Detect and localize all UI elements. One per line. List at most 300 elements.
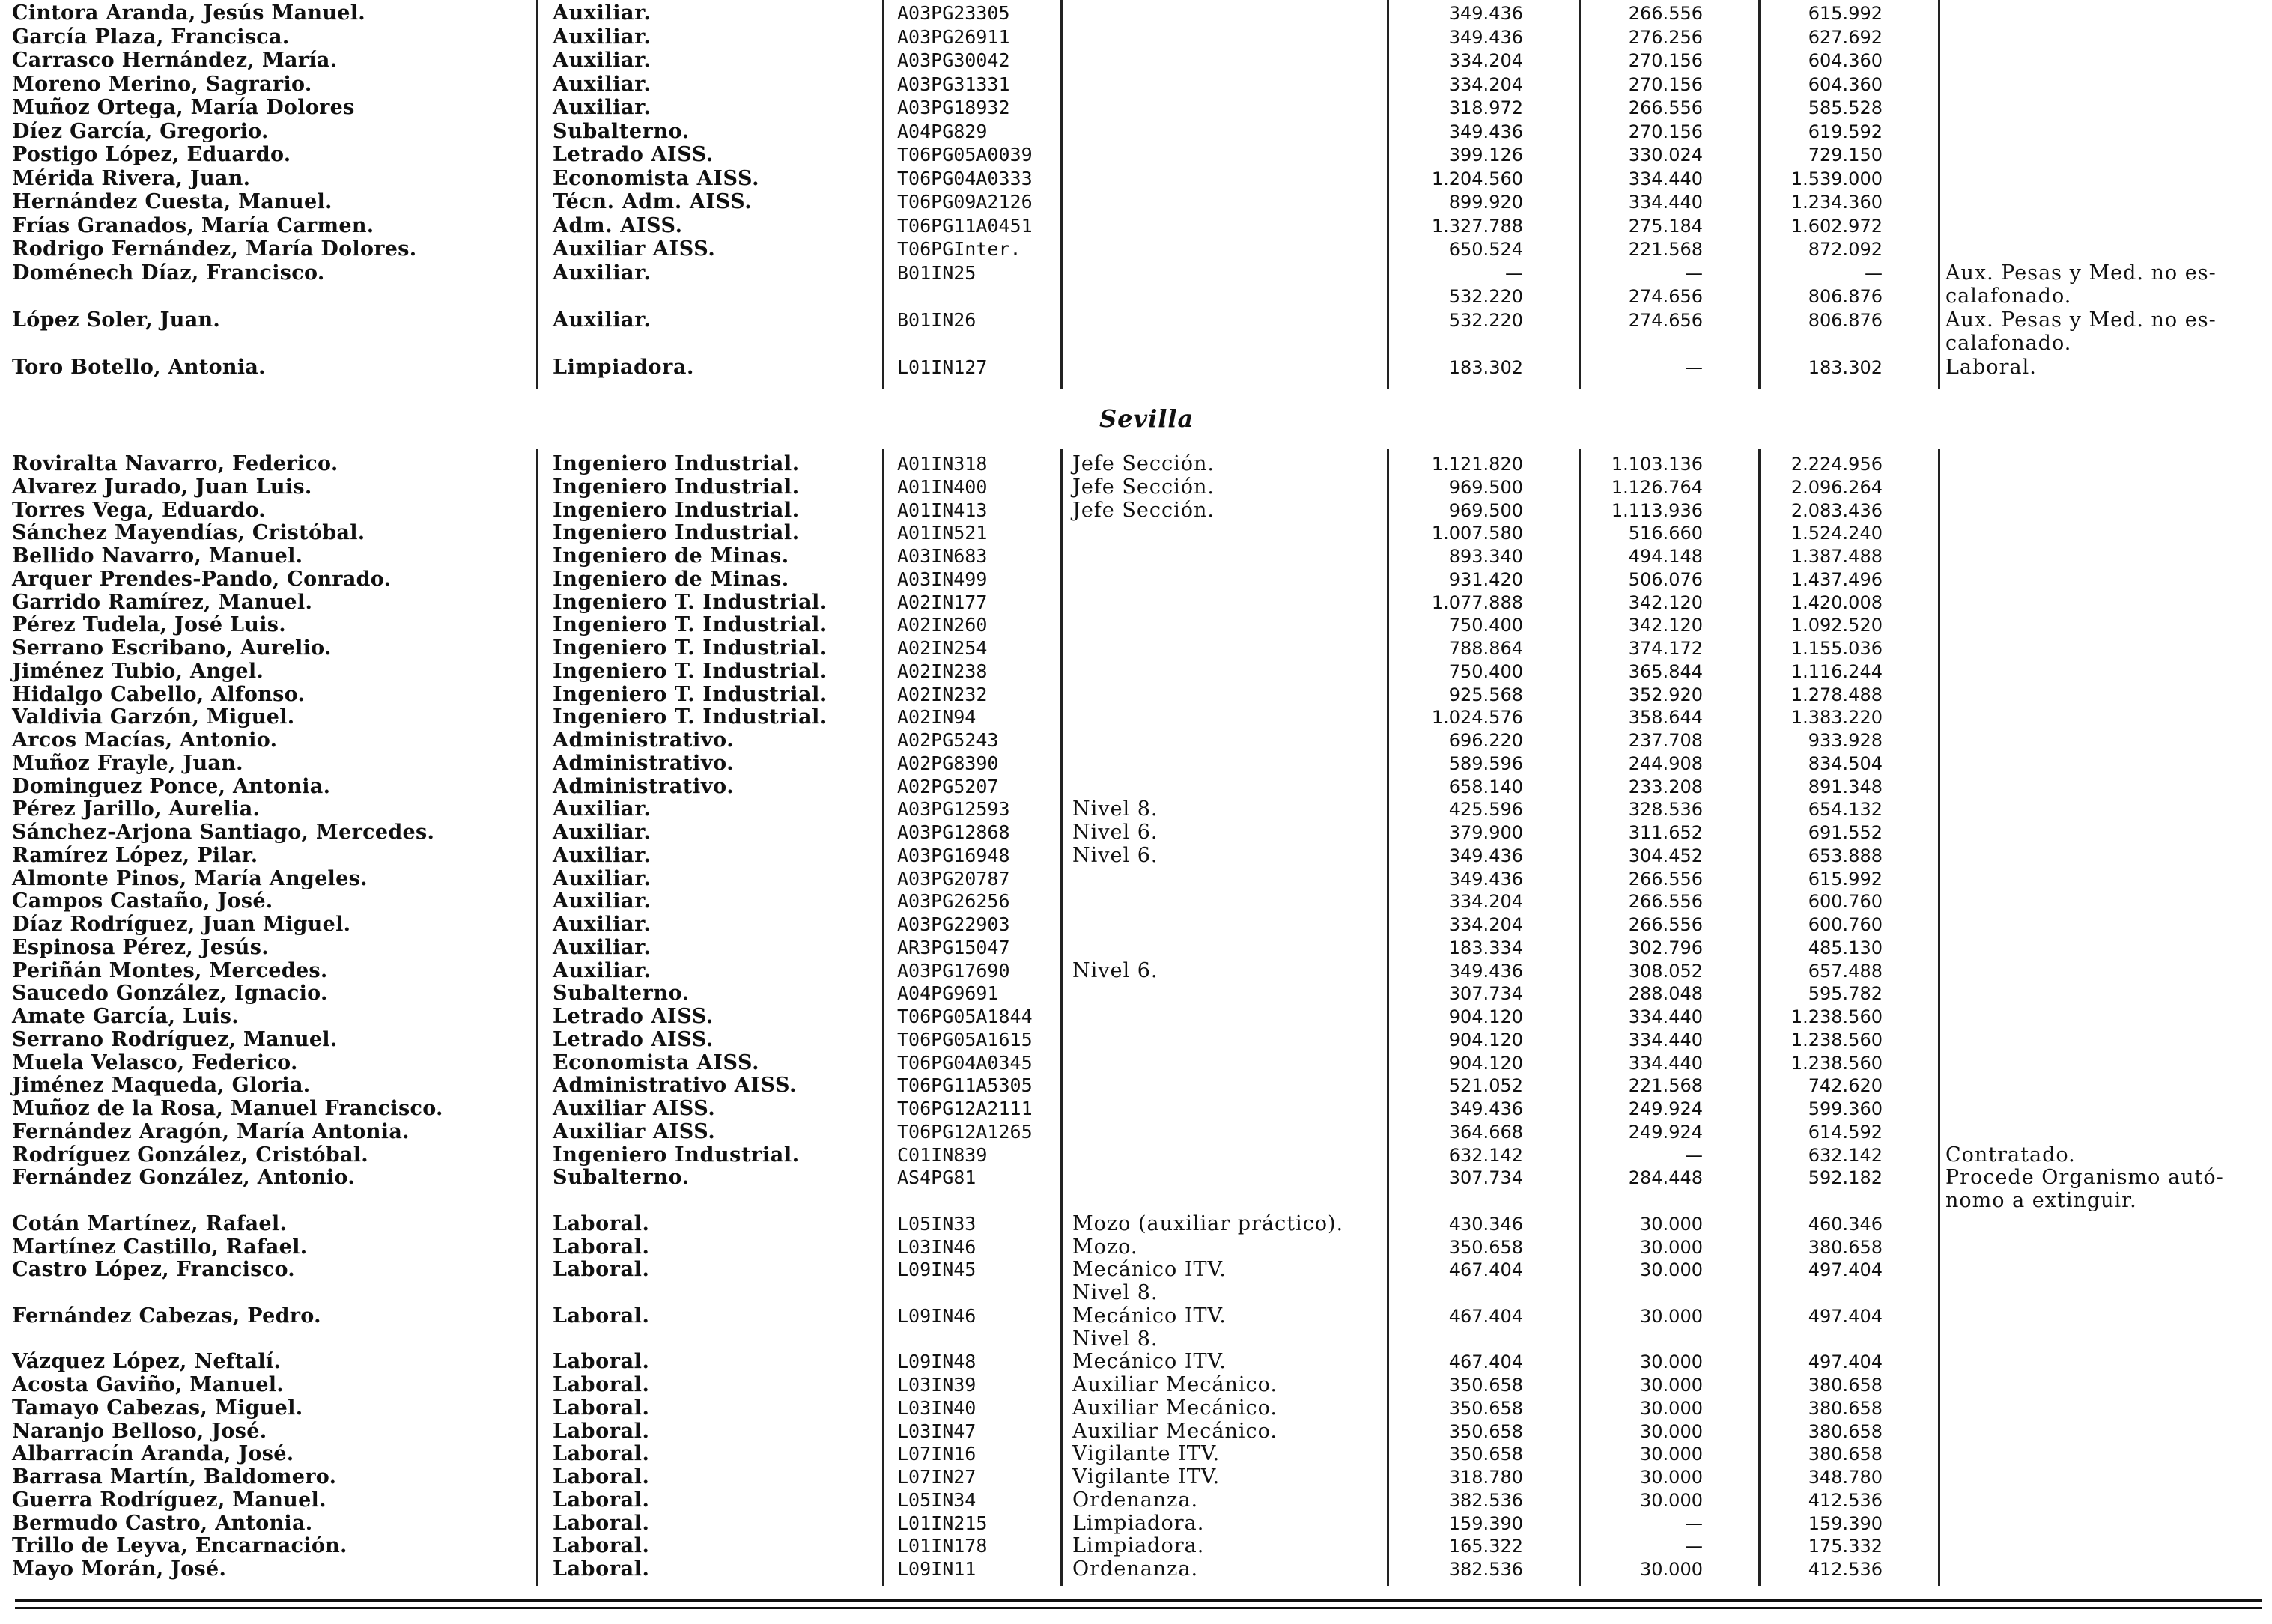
cell-n1: 750.400: [1448, 615, 1523, 636]
cell-obs: Procede Organismo autó-: [1946, 1166, 2224, 1190]
cell-n1: 899.920: [1448, 192, 1523, 213]
cell-name: Mérida Rivera, Juan.: [12, 166, 251, 190]
table-row: [0, 913, 2272, 937]
cell-cargo: Auxiliar Mecánico.: [1072, 1396, 1278, 1420]
cell-code: T06PG05A0039: [897, 144, 1033, 165]
cell-cat: Laboral.: [553, 1396, 650, 1420]
cell-n3: 348.780: [1808, 1467, 1883, 1488]
table-row: [0, 1557, 2272, 1581]
cell-n3: 380.658: [1808, 1236, 1883, 1258]
cell-n1: 349.436: [1448, 1098, 1523, 1119]
cell-cat: Ingeniero T. Industrial.: [553, 590, 827, 614]
cell-code: A02PG8390: [897, 752, 999, 774]
cell-n2: 330.024: [1628, 145, 1703, 165]
table-row: [0, 1281, 2272, 1305]
cell-name: Amate García, Luis.: [12, 1005, 240, 1028]
cell-n1: 467.404: [1448, 1259, 1523, 1281]
cell-n3: 380.658: [1808, 1420, 1883, 1442]
cell-n2: 30.000: [1640, 1236, 1703, 1258]
table-row: [0, 452, 2272, 476]
cell-cargo: Jefe Sección.: [1072, 475, 1215, 499]
cell-n2: 302.796: [1628, 937, 1703, 958]
cell-n3: 615.992: [1808, 3, 1883, 24]
cell-name: Guerra Rodríguez, Manuel.: [12, 1488, 326, 1512]
cell-name: Mayo Morán, José.: [12, 1557, 227, 1581]
cell-name: Cotán Martínez, Rafael.: [12, 1211, 288, 1235]
table-row: [0, 356, 2272, 380]
table-row: [0, 1373, 2272, 1397]
cell-name: Serrano Escribano, Aurelio.: [12, 636, 332, 660]
cell-cat: Letrado AISS.: [553, 1027, 714, 1051]
cell-n1: 350.658: [1448, 1236, 1523, 1258]
table-row: [0, 1328, 2272, 1351]
cell-n3: 604.360: [1808, 50, 1883, 71]
cell-n3: 175.332: [1808, 1536, 1883, 1557]
cell-cat: Laboral.: [553, 1488, 650, 1512]
cell-code: A03IN499: [897, 568, 988, 590]
cell-code: A01IN318: [897, 453, 988, 475]
cell-name: Torres Vega, Eduardo.: [12, 498, 266, 522]
bottom-double-rule-top: [15, 1599, 2262, 1602]
cell-n1: 318.972: [1448, 97, 1523, 118]
cell-n2: —: [1685, 1144, 1703, 1166]
cell-cargo: Nivel 8.: [1072, 1327, 1158, 1351]
cell-obs: Laboral.: [1946, 355, 2037, 379]
table-row: [0, 544, 2272, 568]
table-row: [0, 332, 2272, 356]
cell-n3: 1.524.240: [1790, 523, 1883, 544]
cell-n3: 933.928: [1808, 730, 1883, 751]
table-row: [0, 49, 2272, 73]
cell-n3: 1.238.560: [1790, 1006, 1883, 1027]
cell-n3: 159.390: [1808, 1512, 1883, 1534]
cell-n1: —: [1505, 262, 1523, 284]
table-row: [0, 521, 2272, 545]
cell-cat: Laboral.: [553, 1350, 650, 1374]
table-row: [0, 936, 2272, 960]
table-row: [0, 308, 2272, 332]
cell-code: A04PG9691: [897, 982, 999, 1005]
cell-n3: 872.092: [1808, 239, 1883, 260]
cell-n1: 334.204: [1448, 914, 1523, 935]
cell-n1: 183.334: [1448, 937, 1523, 958]
cell-name: Roviralta Navarro, Federico.: [12, 452, 338, 475]
table-row: [0, 568, 2272, 591]
cell-name: Cintora Aranda, Jesús Manuel.: [12, 1, 366, 25]
table-row: [0, 237, 2272, 261]
cell-n3: 691.552: [1808, 822, 1883, 843]
cell-cat: Laboral.: [553, 1557, 650, 1581]
cell-cat: Auxiliar.: [553, 889, 651, 913]
cell-n1: 788.864: [1448, 638, 1523, 659]
cell-cat: Auxiliar AISS.: [553, 1119, 716, 1143]
cell-n2: 266.556: [1628, 97, 1703, 118]
cell-cargo: Limpiadora.: [1072, 1511, 1205, 1535]
cell-name: Sánchez Mayendías, Cristóbal.: [12, 521, 365, 545]
cell-obs: Aux. Pesas y Med. no es-: [1946, 261, 2217, 285]
cell-n3: 585.528: [1808, 97, 1883, 118]
cell-n1: 925.568: [1448, 684, 1523, 705]
cell-code: L07IN27: [897, 1466, 976, 1488]
cell-cat: Ingeniero T. Industrial.: [553, 682, 827, 706]
cell-n2: —: [1685, 262, 1703, 284]
cell-name: Tamayo Cabezas, Miguel.: [12, 1396, 303, 1420]
cell-n2: 506.076: [1628, 568, 1703, 590]
cell-n2: 266.556: [1628, 3, 1703, 24]
cell-name: Jiménez Tubio, Angel.: [12, 659, 264, 683]
table-row: [0, 1005, 2272, 1029]
cell-code: A03PG26911: [897, 25, 1010, 48]
cell-cat: Ingeniero Industrial.: [553, 498, 800, 522]
cell-name: Trillo de Leyva, Encarnación.: [12, 1534, 347, 1558]
cell-n3: 497.404: [1808, 1259, 1883, 1281]
cell-n2: 270.156: [1628, 121, 1703, 142]
cell-code: A01IN521: [897, 522, 988, 544]
table-row: [0, 1512, 2272, 1536]
cell-n2: 266.556: [1628, 914, 1703, 935]
cell-cargo: Vigilante ITV.: [1072, 1442, 1221, 1466]
cell-cat: Ingeniero T. Industrial.: [553, 659, 827, 683]
cell-n2: 270.156: [1628, 50, 1703, 71]
cell-name: Acosta Gaviño, Manuel.: [12, 1373, 284, 1396]
cell-name: Ramírez López, Pilar.: [12, 843, 258, 867]
cell-n3: 183.302: [1808, 356, 1883, 378]
cell-cat: Laboral.: [553, 1304, 650, 1328]
cell-name: Muela Velasco, Federico.: [12, 1050, 298, 1074]
cell-code: L03IN39: [897, 1374, 976, 1396]
cell-name: Saucedo González, Ignacio.: [12, 982, 328, 1006]
cell-cat: Ingeniero de Minas.: [553, 567, 789, 591]
cell-n3: 600.760: [1808, 891, 1883, 913]
cell-name: Muñoz Ortega, María Dolores: [12, 96, 355, 119]
cell-cat: Economista AISS.: [553, 166, 760, 190]
cell-n1: 399.126: [1448, 145, 1523, 165]
cell-n2: 334.440: [1628, 192, 1703, 213]
table-row: [0, 1212, 2272, 1236]
cell-n2: 365.844: [1628, 660, 1703, 682]
cell-n1: 334.204: [1448, 73, 1523, 95]
cell-name: Bermudo Castro, Antonia.: [12, 1511, 313, 1535]
cell-cargo: Auxiliar Mecánico.: [1072, 1419, 1278, 1443]
cell-code: L01IN178: [897, 1535, 988, 1557]
cell-n2: 266.556: [1628, 868, 1703, 889]
cell-n2: 308.052: [1628, 960, 1703, 982]
cell-n2: 1.113.936: [1611, 499, 1703, 521]
cell-n2: 311.652: [1628, 822, 1703, 843]
cell-code: T06PG11A5305: [897, 1074, 1033, 1097]
cell-n3: 380.658: [1808, 1375, 1883, 1396]
cell-n3: 619.592: [1808, 121, 1883, 142]
cell-cargo: Mecánico ITV.: [1072, 1350, 1227, 1374]
cell-name: Hidalgo Cabello, Alfonso.: [12, 682, 306, 706]
cell-cat: Laboral.: [553, 1534, 650, 1558]
cell-n3: 595.782: [1808, 983, 1883, 1005]
cell-cat: Subalterno.: [553, 1166, 690, 1190]
cell-n2: 30.000: [1640, 1420, 1703, 1442]
table-row: [0, 1074, 2272, 1098]
cell-cargo: Nivel 6.: [1072, 958, 1158, 982]
table-row: [0, 1396, 2272, 1420]
cell-n2: 1.103.136: [1611, 454, 1703, 475]
cell-n2: 494.148: [1628, 546, 1703, 567]
cell-n2: 352.920: [1628, 684, 1703, 705]
cell-n3: 653.888: [1808, 845, 1883, 866]
cell-n2: 30.000: [1640, 1467, 1703, 1488]
cell-name: Dominguez Ponce, Antonia.: [12, 774, 331, 798]
cell-code: L09IN45: [897, 1259, 976, 1281]
cell-n3: 599.360: [1808, 1098, 1883, 1119]
table-row: [0, 499, 2272, 523]
cell-n1: 382.536: [1448, 1559, 1523, 1580]
cell-name: Fernández González, Antonio.: [12, 1166, 356, 1190]
cell-code: A03PG30042: [897, 49, 1010, 71]
cell-n3: 1.539.000: [1790, 168, 1883, 189]
cell-name: Almonte Pinos, María Angeles.: [12, 866, 368, 890]
cell-n1: 467.404: [1448, 1305, 1523, 1327]
cell-code: L03IN40: [897, 1396, 976, 1419]
table-row: [0, 1166, 2272, 1190]
cell-n1: 350.658: [1448, 1420, 1523, 1442]
table-row: [0, 1442, 2272, 1466]
cell-cat: Ingeniero Industrial.: [553, 521, 800, 545]
cell-name: Castro López, Francisco.: [12, 1258, 295, 1282]
cell-code: T06PG04A0333: [897, 167, 1033, 189]
cell-n2: 237.708: [1628, 730, 1703, 751]
cell-obs: Contratado.: [1946, 1143, 2076, 1167]
cell-n2: 275.184: [1628, 215, 1703, 237]
cell-name: García Plaza, Francisca.: [12, 25, 290, 49]
cell-name: Pérez Jarillo, Aurelia.: [12, 797, 261, 821]
cell-cat: Laboral.: [553, 1465, 650, 1488]
cell-n3: 1.092.520: [1790, 615, 1883, 636]
cell-cat: Laboral.: [553, 1442, 650, 1466]
cell-n1: 183.302: [1448, 356, 1523, 378]
cell-name: Frías Granados, María Carmen.: [12, 213, 374, 237]
cell-name: Garrido Ramírez, Manuel.: [12, 590, 313, 614]
cell-n3: 600.760: [1808, 914, 1883, 935]
cell-n2: 30.000: [1640, 1489, 1703, 1511]
cell-n2: 328.536: [1628, 799, 1703, 821]
cell-name: Serrano Rodríguez, Manuel.: [12, 1027, 338, 1051]
table-row: [0, 190, 2272, 214]
table-row: [0, 959, 2272, 983]
cell-n2: 244.908: [1628, 752, 1703, 774]
cell-code: T06PG12A1265: [897, 1120, 1033, 1143]
cell-n2: —: [1685, 1512, 1703, 1534]
cell-cat: Economista AISS.: [553, 1050, 760, 1074]
cell-n3: 1.238.560: [1790, 1052, 1883, 1074]
cell-name: Periñán Montes, Mercedes.: [12, 958, 328, 982]
cell-cargo: Jefe Sección.: [1072, 498, 1215, 522]
cell-n1: 165.322: [1448, 1536, 1523, 1557]
cell-n3: 806.876: [1808, 309, 1883, 331]
table-row: [0, 73, 2272, 97]
cell-code: A03PG23305: [897, 2, 1010, 24]
cell-n2: 266.556: [1628, 891, 1703, 913]
cell-cat: Auxiliar.: [553, 935, 651, 959]
cell-n2: 1.126.764: [1611, 476, 1703, 498]
cell-n1: 379.900: [1448, 822, 1523, 843]
cell-name: Fernández Aragón, María Antonia.: [12, 1119, 410, 1143]
cell-name: Rodrigo Fernández, María Dolores.: [12, 237, 417, 261]
cell-name: Valdivia Garzón, Miguel.: [12, 705, 295, 729]
cell-code: C01IN839: [897, 1143, 988, 1166]
cell-n3: 1.238.560: [1790, 1029, 1883, 1050]
cell-name: Moreno Merino, Sagrario.: [12, 72, 312, 96]
cell-code: L03IN46: [897, 1235, 976, 1258]
cell-code: A02IN254: [897, 637, 988, 659]
cell-name: Naranjo Belloso, José.: [12, 1419, 267, 1443]
cell-cat: Letrado AISS.: [553, 1005, 714, 1028]
table-row: [0, 214, 2272, 238]
table-row: [0, 1350, 2272, 1374]
cell-n1: 521.052: [1448, 1075, 1523, 1097]
cell-code: T06PG05A1615: [897, 1028, 1033, 1050]
cell-cat: Auxiliar.: [553, 49, 651, 72]
bottom-double-rule-bottom: [15, 1607, 2262, 1609]
cell-cat: Auxiliar.: [553, 866, 651, 890]
cell-n2: 288.048: [1628, 983, 1703, 1005]
cell-code: A02IN260: [897, 614, 988, 636]
cell-n1: 349.436: [1448, 845, 1523, 866]
cell-n1: 350.658: [1448, 1375, 1523, 1396]
cell-cat: Administrativo AISS.: [553, 1074, 798, 1098]
cell-obs: nomo a extinguir.: [1946, 1189, 2137, 1212]
cell-cat: Laboral.: [553, 1373, 650, 1396]
cell-n1: 532.220: [1448, 309, 1523, 331]
cell-n1: 1.007.580: [1431, 523, 1523, 544]
cell-cat: Letrado AISS.: [553, 143, 714, 166]
table-row: [0, 285, 2272, 308]
cell-name: Rodríguez González, Cristóbal.: [12, 1143, 369, 1167]
table-row: [0, 775, 2272, 799]
cell-cat: Auxiliar AISS.: [553, 1097, 716, 1120]
cell-n3: 1.437.496: [1790, 568, 1883, 590]
cell-n3: 1.383.220: [1790, 707, 1883, 729]
cell-n3: 1.234.360: [1790, 192, 1883, 213]
cell-n3: 615.992: [1808, 868, 1883, 889]
cell-n3: 2.083.436: [1790, 499, 1883, 521]
cell-n2: 221.568: [1628, 1075, 1703, 1097]
cell-code: B01IN26: [897, 308, 976, 331]
cell-n3: 1.420.008: [1790, 591, 1883, 613]
cell-code: L05IN34: [897, 1488, 976, 1511]
cell-n1: 349.436: [1448, 868, 1523, 889]
cell-n3: 614.592: [1808, 1121, 1883, 1143]
cell-cargo: Jefe Sección.: [1072, 452, 1215, 475]
cell-cargo: Nivel 8.: [1072, 1281, 1158, 1304]
cell-cat: Auxiliar AISS.: [553, 237, 716, 261]
cell-name: Martínez Castillo, Rafael.: [12, 1235, 308, 1259]
cell-n3: 1.602.972: [1790, 215, 1883, 237]
table-row: [0, 1097, 2272, 1121]
table-row: [0, 660, 2272, 684]
cell-name: Espinosa Pérez, Jesús.: [12, 935, 269, 959]
table-row: [0, 1143, 2272, 1167]
cell-n3: 412.536: [1808, 1559, 1883, 1580]
cell-cat: Ingeniero de Minas.: [553, 544, 789, 568]
cell-n1: 650.524: [1448, 239, 1523, 260]
cell-name: Toro Botello, Antonia.: [12, 355, 266, 379]
cell-n2: 334.440: [1628, 1029, 1703, 1050]
cell-cat: Limpiadora.: [553, 355, 695, 379]
cell-cargo: Auxiliar Mecánico.: [1072, 1373, 1278, 1396]
cell-cat: Administrativo.: [553, 729, 735, 752]
cell-code: A04PG829: [897, 120, 988, 142]
cell-code: L01IN215: [897, 1512, 988, 1534]
cell-code: T06PG11A0451: [897, 214, 1033, 237]
cell-n1: 904.120: [1448, 1006, 1523, 1027]
cell-name: Pérez Tudela, José Luis.: [12, 613, 286, 637]
cell-code: AR3PG15047: [897, 936, 1010, 958]
cell-cat: Subalterno.: [553, 119, 690, 143]
cell-name: Arquer Prendes-Pando, Conrado.: [12, 567, 392, 591]
cell-cat: Laboral.: [553, 1258, 650, 1282]
cell-n1: 893.340: [1448, 546, 1523, 567]
cell-n3: 891.348: [1808, 776, 1883, 797]
cell-n2: 358.644: [1628, 707, 1703, 729]
cell-n3: 729.150: [1808, 145, 1883, 165]
cell-name: Campos Castaño, José.: [12, 889, 273, 913]
cell-n1: 931.420: [1448, 568, 1523, 590]
cell-cat: Auxiliar.: [553, 821, 651, 844]
cell-code: A03PG12593: [897, 798, 1010, 821]
cell-n1: 307.734: [1448, 1167, 1523, 1189]
table-row: [0, 1235, 2272, 1259]
table-row: [0, 1189, 2272, 1213]
cell-n1: 318.780: [1448, 1467, 1523, 1488]
table-row: [0, 1051, 2272, 1075]
cell-n2: 284.448: [1628, 1167, 1703, 1189]
cell-code: A03PG26256: [897, 890, 1010, 913]
cell-n3: 380.658: [1808, 1397, 1883, 1419]
table-row: [0, 1304, 2272, 1328]
cell-n1: 1.077.888: [1431, 591, 1523, 613]
cell-n3: 2.096.264: [1790, 476, 1883, 498]
cell-n2: 30.000: [1640, 1351, 1703, 1373]
cell-cat: Auxiliar.: [553, 308, 651, 332]
cell-cat: Laboral.: [553, 1419, 650, 1443]
cell-code: A03PG31331: [897, 73, 1010, 95]
table-row: [0, 1258, 2272, 1282]
table-row: [0, 889, 2272, 913]
table-row: [0, 1534, 2272, 1558]
cell-code: L09IN46: [897, 1304, 976, 1327]
table-row: [0, 1465, 2272, 1489]
cell-n1: 904.120: [1448, 1052, 1523, 1074]
cell-n1: 349.436: [1448, 121, 1523, 142]
cell-cargo: Vigilante ITV.: [1072, 1465, 1221, 1488]
cell-cargo: Nivel 8.: [1072, 797, 1158, 821]
cell-cat: Auxiliar.: [553, 72, 651, 96]
table-row: [0, 844, 2272, 868]
cell-code: L07IN16: [897, 1443, 976, 1465]
cell-n3: 806.876: [1808, 286, 1883, 307]
cell-cat: Ingeniero Industrial.: [553, 452, 800, 475]
cell-code: L05IN33: [897, 1212, 976, 1235]
cell-name: Alvarez Jurado, Juan Luis.: [12, 475, 312, 499]
cell-code: A03PG17690: [897, 959, 1010, 982]
cell-n1: 589.596: [1448, 752, 1523, 774]
cell-n3: 632.142: [1808, 1144, 1883, 1166]
cell-n2: 276.256: [1628, 26, 1703, 48]
table-row: [0, 96, 2272, 120]
cell-n1: 349.436: [1448, 960, 1523, 982]
cell-cargo: Ordenanza.: [1072, 1488, 1199, 1512]
cell-code: A03IN683: [897, 545, 988, 567]
cell-n1: 349.436: [1448, 3, 1523, 24]
cell-cat: Auxiliar.: [553, 913, 651, 936]
